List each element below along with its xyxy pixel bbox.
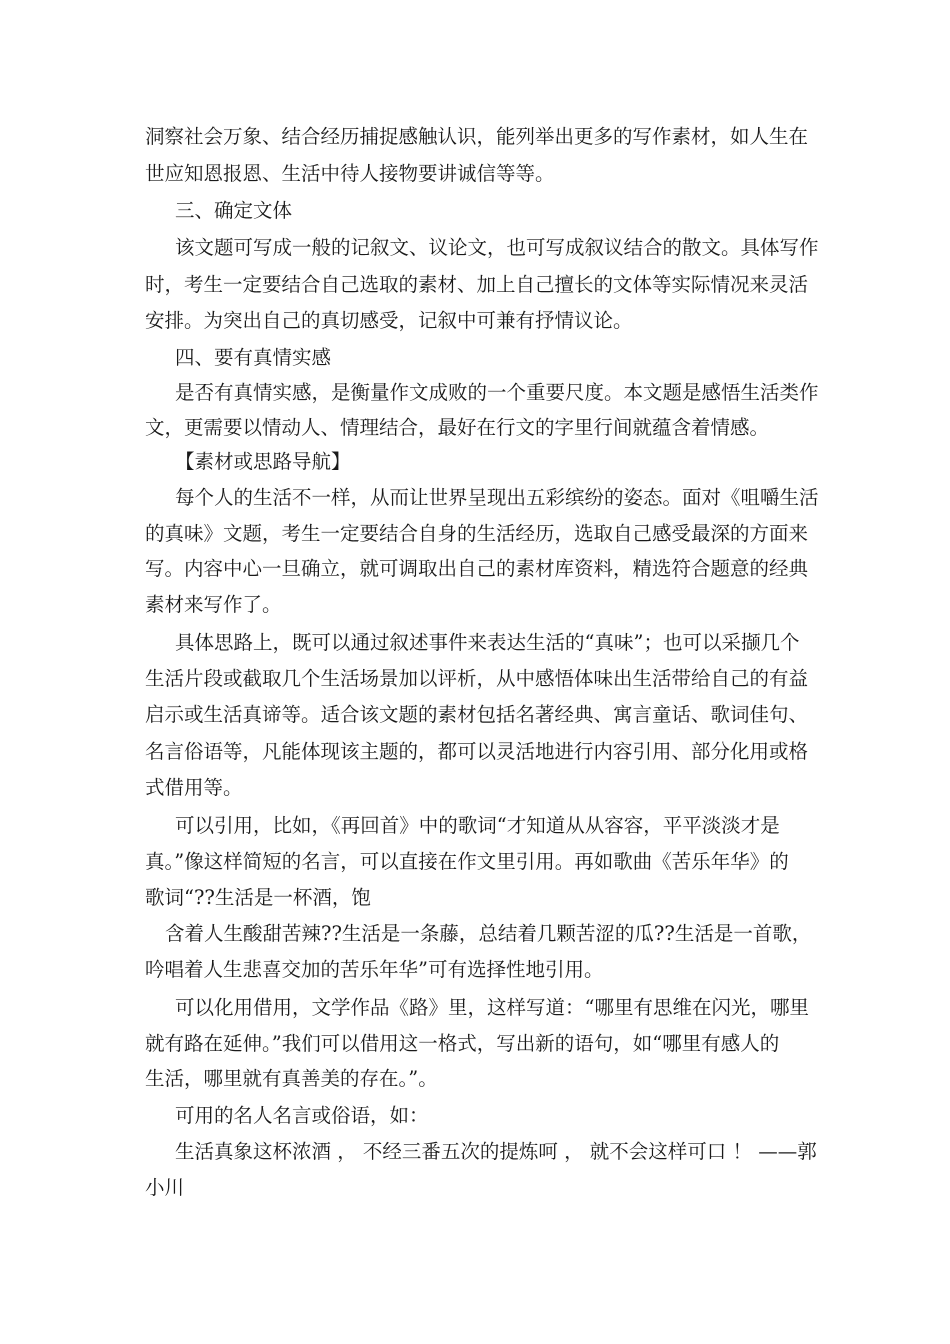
paragraph-line: 含着人生酸甜苦辣??生活是一条藤，总结着几颗苦涩的瓜??生活是一首歌，: [165, 922, 812, 945]
paragraph-line: 歌词“??生活是一杯酒，饱: [145, 886, 371, 909]
paragraph-line: 生活片段或截取几个生活场景加以评析，从中感悟体味出生活带给自己的有益: [145, 667, 809, 690]
paragraph-line: 素材来写作了。: [145, 593, 282, 616]
paragraph-line: 可以化用借用，文学作品《路》里，这样写道：“哪里有思维在闪光，哪里: [175, 996, 809, 1019]
paragraph-line: 可以引用，比如，《再回首》中的歌词“才知道从从容容，平平淡淡才是: [175, 814, 780, 837]
section-heading-4: 四、要有真情实感: [175, 346, 332, 369]
paragraph-line: 该文题可写成一般的记叙文、议论文，也可写成叙议结合的散文。具体写作: [175, 236, 819, 259]
paragraph-line: 世应知恩报恩、生活中待人接物要讲诚信等等。: [145, 162, 555, 185]
paragraph-line: 写。内容中心一旦确立，就可调取出自己的素材库资料，精选符合题意的经典: [145, 557, 809, 580]
paragraph-line: 每个人的生活不一样，从而让世界呈现出五彩缤纷的姿态。面对《咀嚼生活: [175, 486, 819, 509]
paragraph-line: 时，考生一定要结合自己选取的素材、加上自己擅长的文体等实际情况来灵活: [145, 273, 809, 296]
paragraph-line: 就有路在延伸。”我们可以借用这一格式，写出新的语句，如“哪里有感人的: [145, 1032, 780, 1055]
paragraph-line: 真。”像这样简短的名言，可以直接在作文里引用。再如歌曲《苦乐年华》的: [145, 850, 789, 873]
section-heading-3: 三、确定文体: [175, 199, 293, 222]
paragraph-line: 式借用等。: [145, 776, 243, 799]
quote-author-line: 小川: [145, 1176, 185, 1199]
paragraph-line: 名言俗语等，凡能体现该主题的，都可以灵活地进行内容引用、部分化用或格: [145, 740, 809, 763]
paragraph-line: 的真味》文题，考生一定要结合自身的生活经历，选取自己感受最深的方面来: [145, 522, 809, 545]
quote-line: 生活真象这杯浓酒 ， 不经三番五次的提炼呵 ， 就不会这样可口 ！ ——郭: [175, 1140, 817, 1163]
paragraph-line: 安排。为突出自己的真切感受，记叙中可兼有抒情议论。: [145, 309, 633, 332]
paragraph-line: 吟唱着人生悲喜交加的苦乐年华”可有选择性地引用。: [145, 958, 604, 981]
section-heading-navigation: 【素材或思路导航】: [175, 450, 351, 473]
paragraph-line: 文，更需要以情动人、情理结合，最好在行文的字里行间就蕴含着情感。: [145, 416, 770, 439]
paragraph-line: 具体思路上，既可以通过叙述事件来表达生活的“真味”；也可以采撷几个: [175, 631, 800, 654]
paragraph-line: 可用的名人名言或俗语，如：: [175, 1104, 429, 1127]
paragraph-line: 启示或生活真谛等。适合该文题的素材包括名著经典、寓言童话、歌词佳句、: [145, 703, 809, 726]
paragraph-line: 洞察社会万象、结合经历捕捉感触认识，能列举出更多的写作素材，如人生在: [145, 125, 809, 148]
paragraph-line: 生活，哪里就有真善美的存在。”。: [145, 1067, 438, 1090]
paragraph-line: 是否有真情实感，是衡量作文成败的一个重要尺度。本文题是感悟生活类作: [175, 381, 819, 404]
